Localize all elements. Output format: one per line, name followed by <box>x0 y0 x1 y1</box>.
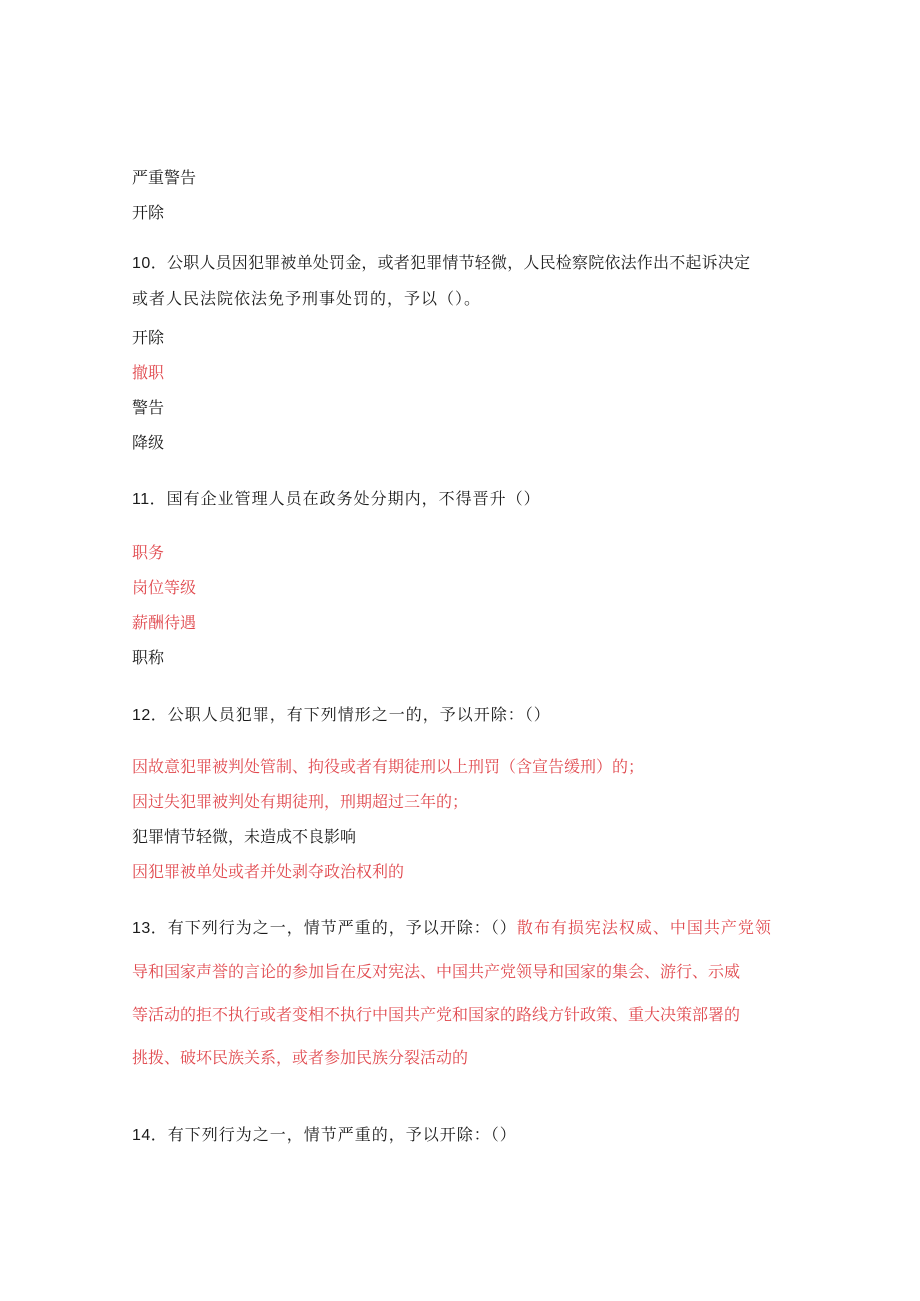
question-text-line-1: ．公职人员因犯罪被单处罚金，或者犯罪情节轻微，人民检察院依法作出不起诉决定 <box>150 253 751 272</box>
option-q10-b-answer: 撤职 <box>132 363 165 382</box>
question-text: ．有下列行为之一，情节严重的，予以开除：（） <box>150 1125 517 1144</box>
question-number: 10 <box>132 255 151 272</box>
question-number: 14 <box>132 1127 151 1144</box>
option-q11-a-answer: 职务 <box>132 543 165 562</box>
question-text: ．有下列行为之一，情节严重的，予以开除：（） <box>150 918 517 937</box>
option-q10-a: 开除 <box>132 328 165 347</box>
option-q10-c: 警告 <box>132 398 165 417</box>
question-number: 11 <box>132 491 150 508</box>
option-q10-d: 降级 <box>132 433 165 452</box>
option-q12-d-answer: 因犯罪被单处或者并处剥夺政治权利的 <box>132 862 405 881</box>
option-q12-b-answer: 因过失犯罪被判处有期徒刑，刑期超过三年的； <box>132 792 469 811</box>
question-number: 12 <box>132 707 151 724</box>
question-text: ．公职人员犯罪，有下列情形之一的，予以开除：（） <box>150 705 551 724</box>
question-10 <box>132 253 750 274</box>
answer-text-line-3: 等活动的拒不执行或者变相不执行中国共产党和国家的路线方针政策、重大决策部署的 <box>132 1005 741 1024</box>
question-13 <box>132 918 772 939</box>
question-11 <box>132 489 541 510</box>
option-q11-b-answer: 岗位等级 <box>132 578 197 597</box>
answer-text-line-4: 挑拨、破坏民族关系，或者参加民族分裂活动的 <box>132 1048 469 1067</box>
option-q11-d: 职称 <box>132 648 165 667</box>
question-number: 13 <box>132 920 151 937</box>
option-q12-c: 犯罪情节轻微，未造成不良影响 <box>132 827 357 846</box>
question-text: ．国有企业管理人员在政务处分期内，不得晋升（） <box>149 489 541 508</box>
option-dismissal: 开除 <box>132 203 165 222</box>
question-12 <box>132 705 551 726</box>
option-q11-c-answer: 薪酬待遇 <box>132 613 197 632</box>
option-severe-warning: 严重警告 <box>132 168 197 187</box>
question-14 <box>132 1125 517 1146</box>
answer-text-line-2: 导和国家声誉的言论的参加旨在反对宪法、中国共产党领导和国家的集会、游行、示威 <box>132 962 741 981</box>
answer-text-line-1: 散布有损宪法权威、中国共产党领 <box>516 918 772 937</box>
question-10-line-2: 或者人民法院依法免予刑事处罚的，予以（）。 <box>132 289 482 308</box>
option-q12-a-answer: 因故意犯罪被判处管制、拘役或者有期徒刑以上刑罚（含宣告缓刑）的； <box>132 757 645 776</box>
